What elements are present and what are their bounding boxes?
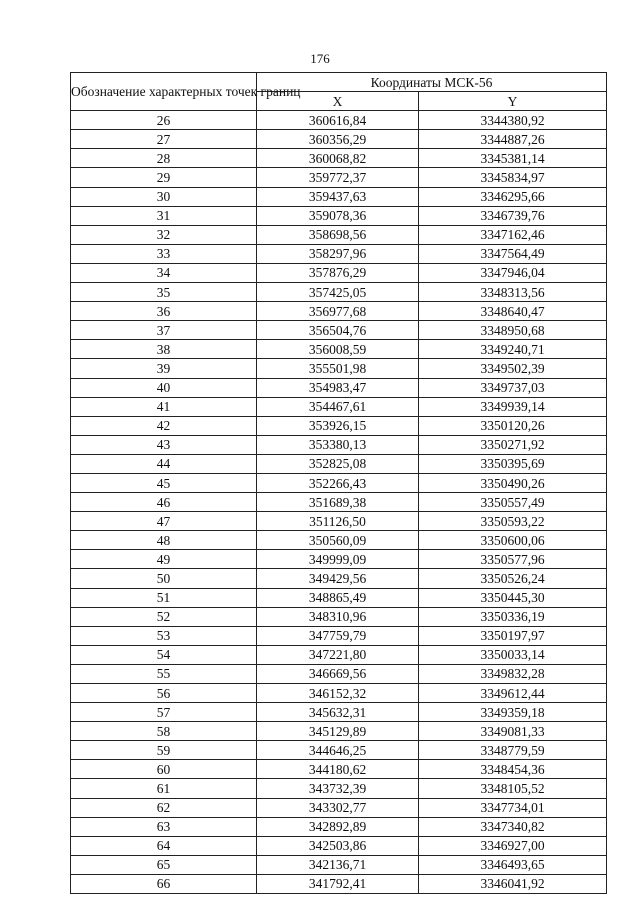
y-coordinate-cell: 3349081,33	[419, 722, 607, 741]
table-row	[71, 493, 607, 512]
y-coordinate-cell: 3347946,04	[419, 263, 607, 282]
y-coordinate-cell: 3347162,46	[419, 225, 607, 244]
y-coordinate-cell: 3350120,26	[419, 416, 607, 435]
table-row	[71, 607, 607, 626]
point-cell: 54	[71, 645, 257, 664]
y-coordinate-cell: 3350526,24	[419, 569, 607, 588]
table-row	[71, 149, 607, 168]
point-cell: 61	[71, 779, 257, 798]
table-row	[71, 168, 607, 187]
x-coordinate-cell: 357876,29	[257, 263, 419, 282]
table-row	[71, 321, 607, 340]
table-row	[71, 855, 607, 874]
y-coordinate-cell: 3349737,03	[419, 378, 607, 397]
y-coordinate-cell: 3350033,14	[419, 645, 607, 664]
header-points: Обозначение характерных точек границ	[71, 73, 257, 111]
table-row	[71, 244, 607, 263]
x-coordinate-cell: 348310,96	[257, 607, 419, 626]
y-coordinate-cell: 3347734,01	[419, 798, 607, 817]
y-coordinate-cell: 3344380,92	[419, 111, 607, 130]
y-coordinate-cell: 3349832,28	[419, 664, 607, 683]
table-row	[71, 397, 607, 416]
point-cell: 41	[71, 397, 257, 416]
x-coordinate-cell: 349429,56	[257, 569, 419, 588]
x-coordinate-cell: 347759,79	[257, 626, 419, 645]
point-cell: 65	[71, 855, 257, 874]
point-cell: 58	[71, 722, 257, 741]
y-coordinate-cell: 3344887,26	[419, 130, 607, 149]
coordinates-table	[70, 72, 607, 894]
point-cell: 63	[71, 817, 257, 836]
x-coordinate-cell: 356504,76	[257, 321, 419, 340]
y-coordinate-cell: 3345381,14	[419, 149, 607, 168]
point-cell: 45	[71, 473, 257, 492]
point-cell: 42	[71, 416, 257, 435]
y-coordinate-cell: 3346493,65	[419, 855, 607, 874]
y-coordinate-cell: 3346739,76	[419, 206, 607, 225]
header-coordinates: Координаты МСК-56	[257, 73, 607, 92]
y-coordinate-cell: 3348454,36	[419, 760, 607, 779]
table-row	[71, 817, 607, 836]
y-coordinate-cell: 3347564,49	[419, 244, 607, 263]
x-coordinate-cell: 360616,84	[257, 111, 419, 130]
x-coordinate-cell: 353926,15	[257, 416, 419, 435]
x-coordinate-cell: 344180,62	[257, 760, 419, 779]
y-coordinate-cell: 3346041,92	[419, 874, 607, 893]
x-coordinate-cell: 345129,89	[257, 722, 419, 741]
point-cell: 38	[71, 340, 257, 359]
point-cell: 47	[71, 512, 257, 531]
table-row	[71, 798, 607, 817]
x-coordinate-cell: 360356,29	[257, 130, 419, 149]
table-row	[71, 569, 607, 588]
x-coordinate-cell: 354467,61	[257, 397, 419, 416]
y-coordinate-cell: 3348950,68	[419, 321, 607, 340]
x-coordinate-cell: 348865,49	[257, 588, 419, 607]
table-row	[71, 454, 607, 473]
table-row	[71, 206, 607, 225]
point-cell: 29	[71, 168, 257, 187]
x-coordinate-cell: 356008,59	[257, 340, 419, 359]
point-cell: 62	[71, 798, 257, 817]
table-row	[71, 130, 607, 149]
x-coordinate-cell: 343302,77	[257, 798, 419, 817]
table-row	[71, 283, 607, 302]
table-row	[71, 225, 607, 244]
x-coordinate-cell: 359772,37	[257, 168, 419, 187]
x-coordinate-cell: 358297,96	[257, 244, 419, 263]
point-cell: 26	[71, 111, 257, 130]
table-row	[71, 111, 607, 130]
y-coordinate-cell: 3350336,19	[419, 607, 607, 626]
point-cell: 27	[71, 130, 257, 149]
table-row	[71, 531, 607, 550]
header-x: X	[257, 92, 419, 111]
x-coordinate-cell: 357425,05	[257, 283, 419, 302]
x-coordinate-cell: 345632,31	[257, 703, 419, 722]
x-coordinate-cell: 360068,82	[257, 149, 419, 168]
page-number: 176	[310, 51, 330, 66]
point-cell: 60	[71, 760, 257, 779]
y-coordinate-cell: 3350271,92	[419, 435, 607, 454]
y-coordinate-cell: 3349502,39	[419, 359, 607, 378]
table-row	[71, 550, 607, 569]
x-coordinate-cell: 342503,86	[257, 836, 419, 855]
x-coordinate-cell: 346152,32	[257, 684, 419, 703]
point-cell: 48	[71, 531, 257, 550]
y-coordinate-cell: 3348640,47	[419, 302, 607, 321]
point-cell: 50	[71, 569, 257, 588]
x-coordinate-cell: 342892,89	[257, 817, 419, 836]
y-coordinate-cell: 3348779,59	[419, 741, 607, 760]
table-row	[71, 741, 607, 760]
point-cell: 40	[71, 378, 257, 397]
point-cell: 56	[71, 684, 257, 703]
y-coordinate-cell: 3350600,06	[419, 531, 607, 550]
y-coordinate-cell: 3350197,97	[419, 626, 607, 645]
y-coordinate-cell: 3350445,30	[419, 588, 607, 607]
point-cell: 52	[71, 607, 257, 626]
y-coordinate-cell: 3349359,18	[419, 703, 607, 722]
point-cell: 49	[71, 550, 257, 569]
x-coordinate-cell: 352266,43	[257, 473, 419, 492]
point-cell: 51	[71, 588, 257, 607]
table-row	[71, 302, 607, 321]
point-cell: 30	[71, 187, 257, 206]
x-coordinate-cell: 351689,38	[257, 493, 419, 512]
table-row	[71, 187, 607, 206]
y-coordinate-cell: 3347340,82	[419, 817, 607, 836]
point-cell: 57	[71, 703, 257, 722]
x-coordinate-cell: 354983,47	[257, 378, 419, 397]
x-coordinate-cell: 350560,09	[257, 531, 419, 550]
point-cell: 37	[71, 321, 257, 340]
point-cell: 33	[71, 244, 257, 263]
x-coordinate-cell: 346669,56	[257, 664, 419, 683]
y-coordinate-cell: 3345834,97	[419, 168, 607, 187]
x-coordinate-cell: 343732,39	[257, 779, 419, 798]
table-row	[71, 378, 607, 397]
y-coordinate-cell: 3346927,00	[419, 836, 607, 855]
table-row	[71, 645, 607, 664]
x-coordinate-cell: 358698,56	[257, 225, 419, 244]
y-coordinate-cell: 3349240,71	[419, 340, 607, 359]
x-coordinate-cell: 342136,71	[257, 855, 419, 874]
table-row	[71, 836, 607, 855]
table-row	[71, 684, 607, 703]
point-cell: 44	[71, 454, 257, 473]
table-row	[71, 473, 607, 492]
table-row	[71, 435, 607, 454]
point-cell: 66	[71, 874, 257, 893]
x-coordinate-cell: 353380,13	[257, 435, 419, 454]
point-cell: 39	[71, 359, 257, 378]
table-row	[71, 588, 607, 607]
point-cell: 55	[71, 664, 257, 683]
point-cell: 31	[71, 206, 257, 225]
table-header	[71, 73, 607, 111]
y-coordinate-cell: 3350557,49	[419, 493, 607, 512]
x-coordinate-cell: 344646,25	[257, 741, 419, 760]
x-coordinate-cell: 352825,08	[257, 454, 419, 473]
x-coordinate-cell: 351126,50	[257, 512, 419, 531]
point-cell: 46	[71, 493, 257, 512]
point-cell: 34	[71, 263, 257, 282]
x-coordinate-cell: 341792,41	[257, 874, 419, 893]
table-body	[71, 111, 607, 894]
y-coordinate-cell: 3348313,56	[419, 283, 607, 302]
table-row	[71, 722, 607, 741]
table-row	[71, 626, 607, 645]
table-row	[71, 703, 607, 722]
y-coordinate-cell: 3350490,26	[419, 473, 607, 492]
y-coordinate-cell: 3348105,52	[419, 779, 607, 798]
point-cell: 64	[71, 836, 257, 855]
x-coordinate-cell: 349999,09	[257, 550, 419, 569]
x-coordinate-cell: 359078,36	[257, 206, 419, 225]
y-coordinate-cell: 3350395,69	[419, 454, 607, 473]
y-coordinate-cell: 3349939,14	[419, 397, 607, 416]
x-coordinate-cell: 359437,63	[257, 187, 419, 206]
table-row	[71, 263, 607, 282]
x-coordinate-cell: 356977,68	[257, 302, 419, 321]
point-cell: 35	[71, 283, 257, 302]
y-coordinate-cell: 3350593,22	[419, 512, 607, 531]
point-cell: 53	[71, 626, 257, 645]
x-coordinate-cell: 347221,80	[257, 645, 419, 664]
x-coordinate-cell: 355501,98	[257, 359, 419, 378]
table-row	[71, 512, 607, 531]
table-row	[71, 664, 607, 683]
header-y: Y	[419, 92, 607, 111]
point-cell: 32	[71, 225, 257, 244]
table-row	[71, 416, 607, 435]
y-coordinate-cell: 3346295,66	[419, 187, 607, 206]
point-cell: 59	[71, 741, 257, 760]
y-coordinate-cell: 3350577,96	[419, 550, 607, 569]
point-cell: 36	[71, 302, 257, 321]
table-row	[71, 760, 607, 779]
point-cell: 43	[71, 435, 257, 454]
table-row	[71, 779, 607, 798]
table-row	[71, 340, 607, 359]
table-row	[71, 874, 607, 893]
y-coordinate-cell: 3349612,44	[419, 684, 607, 703]
table-row	[71, 359, 607, 378]
point-cell: 28	[71, 149, 257, 168]
